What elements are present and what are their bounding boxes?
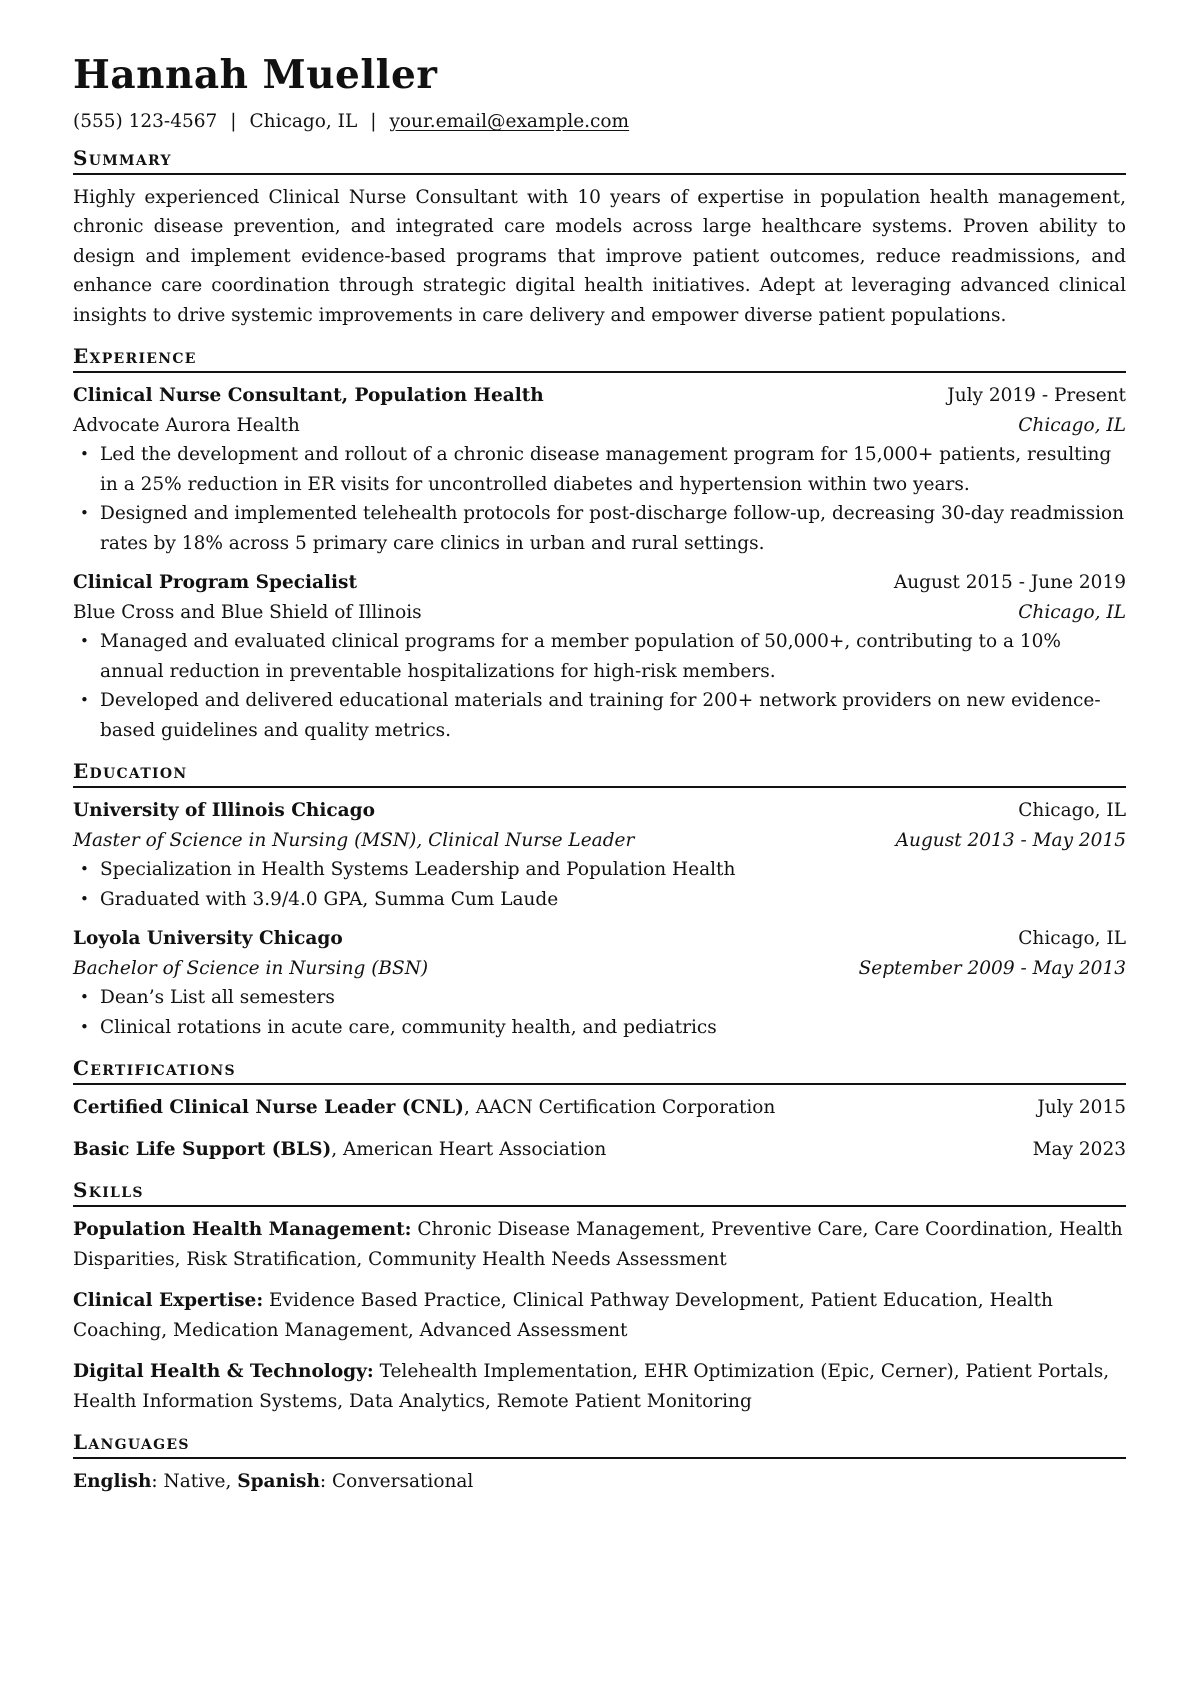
job-role: Clinical Nurse Consultant, Population Health: [73, 385, 544, 407]
certification-issuer: , AACN Certification Corporation: [463, 1097, 776, 1119]
list-item: • Developed and delivered educational materials and training for 200+ network providers on new evidence-based guidelines and quality metrics.: [100, 686, 1126, 745]
skill-label: Clinical Expertise:: [73, 1290, 264, 1312]
education-dates: August 2013 - May 2015: [895, 829, 1126, 851]
job-role: Clinical Program Specialist: [73, 572, 358, 594]
summary-section: [73, 146, 1126, 331]
phone-number: (555) 123-4567: [73, 110, 218, 132]
job-bullets: [73, 440, 1126, 558]
job-entry: [73, 381, 1126, 558]
languages-line: [73, 1467, 1126, 1497]
list-item: • Clinical rotations in acute care, community health, and pediatrics: [100, 1013, 1126, 1043]
list-item: • Managed and evaluated clinical programs for a member population of 50,000+, contributing to a 10% annual reduction in preventable hospitalizations for high-risk members.: [100, 627, 1126, 686]
job-entry: [73, 568, 1126, 745]
job-location: Chicago, IL: [1018, 414, 1126, 436]
certification-date: May 2023: [1032, 1138, 1126, 1160]
job-dates: July 2019 - Present: [947, 385, 1126, 407]
section-title-languages: Languages: [73, 1430, 1126, 1459]
email-link[interactable]: your.email@example.com: [389, 110, 630, 132]
language-name: English: [73, 1471, 152, 1493]
education-entry: [73, 796, 1126, 914]
list-item: • Designed and implemented telehealth protocols for post-discharge follow-up, decreasing 30-day readmission rates by 18% across 5 primary care clinics in urban and rural settings.: [100, 499, 1126, 558]
skill-group: [73, 1357, 1126, 1416]
contact-line: [73, 111, 1126, 132]
job-dates: August 2015 - June 2019: [893, 572, 1126, 594]
contact-separator: |: [370, 110, 377, 132]
education-section: [73, 759, 1126, 1042]
section-title-education: Education: [73, 759, 1126, 788]
education-dates: September 2009 - May 2013: [858, 957, 1126, 979]
certification-item: [73, 1093, 1126, 1123]
certifications-section: [73, 1056, 1126, 1164]
job-location: Chicago, IL: [1018, 601, 1126, 623]
certification-name: Basic Life Support (BLS): [73, 1138, 332, 1160]
skill-items: Chronic Disease Management, Preventive Care, Care Coordination, Health Disparities, Risk Stratification, Community Health Needs Assessment: [73, 1219, 1123, 1270]
candidate-name: Hannah Mueller: [73, 52, 438, 98]
job-company: Blue Cross and Blue Shield of Illinois: [73, 601, 422, 623]
languages-section: [73, 1430, 1126, 1497]
list-item: • Dean’s List all semesters: [100, 983, 1126, 1013]
education-bullets: [73, 983, 1126, 1042]
section-title-experience: Experience: [73, 344, 1126, 373]
certification-date: July 2015: [1037, 1097, 1126, 1119]
school-location: Chicago, IL: [1018, 800, 1126, 822]
skill-items: Telehealth Implementation, EHR Optimization (Epic, Cerner), Patient Portals, Health Information Systems, Data Analytics, Remote Patient Monitoring: [73, 1361, 1110, 1412]
location: Chicago, IL: [249, 110, 358, 132]
skill-items: Evidence Based Practice, Clinical Pathway Development, Patient Education, Health Coaching, Medication Management, Advanced Assessment: [73, 1290, 1053, 1341]
skill-group: [73, 1215, 1126, 1274]
list-item: • Led the development and rollout of a chronic disease management program for 15,000+ patients, resulting in a 25% reduction in ER visits for uncontrolled diabetes and hypertension within two years.: [100, 440, 1126, 499]
contact-separator: |: [230, 110, 237, 132]
degree: Master of Science in Nursing (MSN), Clinical Nurse Leader: [73, 829, 635, 851]
education-bullets: [73, 855, 1126, 914]
certification-item: [73, 1135, 1126, 1165]
summary-text: Highly experienced Clinical Nurse Consultant with 10 years of expertise in population health management, chronic disease prevention, and integrated care models across large healthcare systems. Proven ability to design and implement evidence-based programs that improve patient outcomes, reduce readmissions, and enhance care coordination through strategic digital health initiatives. Adept at leveraging advanced clinical insights to drive systemic improvements in care delivery and empower diverse patient populations.: [73, 186, 1126, 326]
list-item: • Graduated with 3.9/4.0 GPA, Summa Cum Laude: [100, 885, 1126, 915]
certification-issuer: , American Heart Association: [331, 1138, 607, 1160]
job-bullets: [73, 627, 1126, 745]
language-level: : Conversational: [319, 1471, 474, 1493]
job-company: Advocate Aurora Health: [73, 414, 300, 436]
section-title-certifications: Certifications: [73, 1056, 1126, 1085]
skills-section: [73, 1178, 1126, 1416]
school-location: Chicago, IL: [1018, 928, 1126, 950]
skill-label: Digital Health & Technology:: [73, 1361, 374, 1383]
experience-section: [73, 344, 1126, 745]
school-name: University of Illinois Chicago: [73, 800, 375, 822]
language-name: Spanish: [237, 1471, 320, 1493]
skill-group: [73, 1286, 1126, 1345]
school-name: Loyola University Chicago: [73, 928, 343, 950]
education-entry: [73, 924, 1126, 1042]
degree: Bachelor of Science in Nursing (BSN): [73, 957, 429, 979]
section-title-skills: Skills: [73, 1178, 1126, 1207]
section-title-summary: Summary: [73, 146, 1126, 175]
skill-label: Population Health Management:: [73, 1219, 412, 1241]
language-level: : Native,: [151, 1471, 238, 1493]
list-item: • Specialization in Health Systems Leadership and Population Health: [100, 855, 1126, 885]
certification-name: Certified Clinical Nurse Leader (CNL): [73, 1097, 464, 1119]
